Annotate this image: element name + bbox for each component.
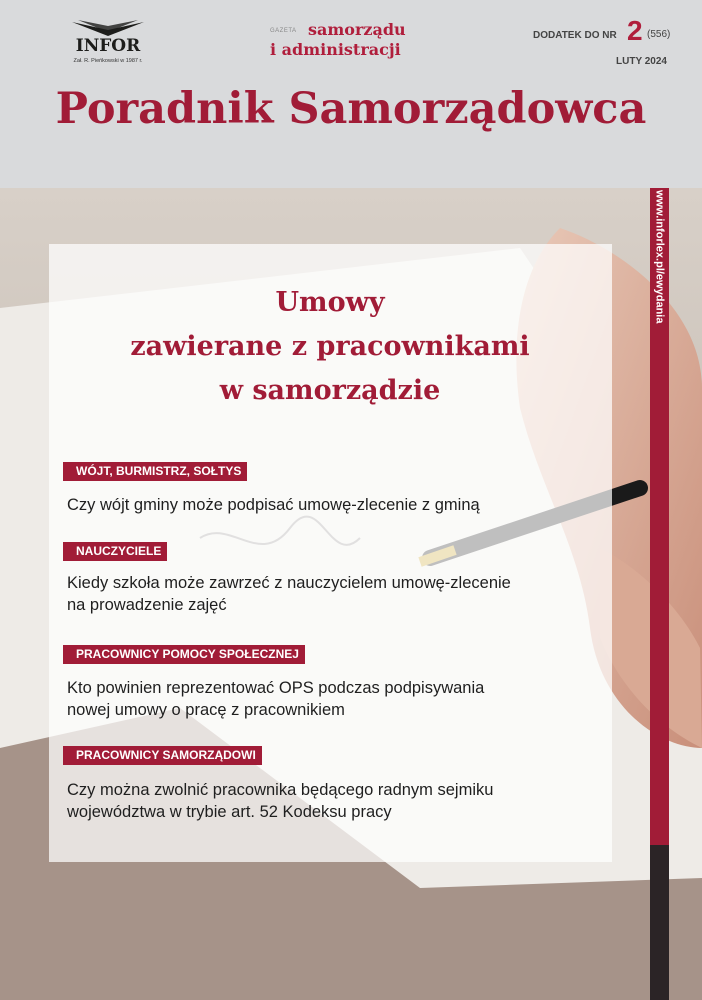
section-line: województwa w trybie art. 52 Kodeksu pracy [67,803,392,821]
feature-title [60,281,600,413]
gazeta-line1: samorządu [308,20,406,39]
website-url: www.inforlex.pl/ewydania [653,190,666,324]
section-line: Kiedy szkoła może zawrzeć z nauczycielem umowę-zlecenie [67,574,511,592]
section-line: Czy można zwolnić pracownika będącego radnym sejmiku [67,781,494,799]
section-text-wojt [67,494,607,516]
section-text-nauczyciele [67,572,607,616]
side-band-dark [650,845,669,1000]
section-line: Kto powinien reprezentować OPS podczas podpisywania [67,679,485,697]
section-text-samorzadowi [67,779,607,823]
feature-title-line: w samorządzie [219,375,441,406]
gazeta-line2: i administracji [270,40,401,59]
section-line: Czy wójt gminy może podpisać umowę-zlecenie z gminą [67,496,480,514]
logo-founder: Zał. R. Pieńkowski w 1987 r. [73,58,143,64]
issue-prefix: DODATEK DO NR [533,30,617,41]
publication-title: Poradnik Samorządowca [55,84,647,134]
issue-date: LUTY 2024 [616,56,667,67]
feature-title-line: Umowy [275,287,385,318]
section-line: nowej umowy o pracę z pracownikiem [67,701,345,719]
feature-title-line: zawierane z pracownikami [130,331,530,362]
section-line: na prowadzenie zajęć [67,596,227,614]
section-tag-samorzadowi: PRACOWNICY SAMORZĄDOWI [63,746,262,765]
section-tag-wojt: WÓJT, BURMISTRZ, SOŁTYS [63,462,247,481]
infor-logo [62,16,154,72]
gazeta-small: GAZETA [270,28,297,34]
section-tag-ops: PRACOWNICY POMOCY SPOŁECZNEJ [63,645,305,664]
logo-name: INFOR [75,36,141,56]
issue-suffix: (556) [647,29,671,40]
wings-icon [68,18,148,38]
cover-header [0,0,702,188]
section-text-ops [67,677,607,721]
issue-number: 2 [627,15,643,46]
section-tag-nauczyciele: NAUCZYCIELE [63,542,167,561]
